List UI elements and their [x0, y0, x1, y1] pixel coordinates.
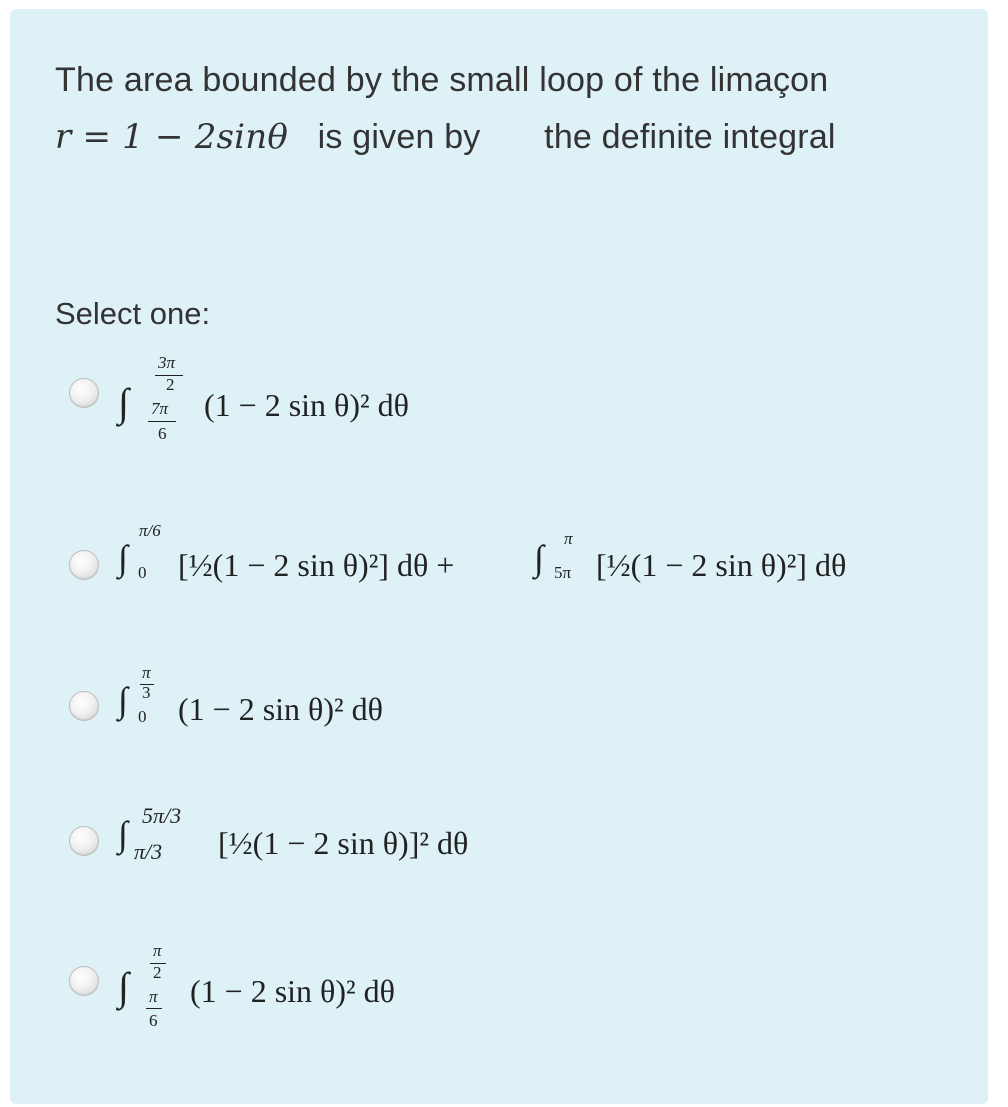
question-text-mid: is given by: [317, 118, 481, 156]
option-3-radio[interactable]: [69, 691, 99, 721]
question-card: [10, 9, 988, 1104]
question-text-end: the definite integral: [544, 118, 836, 156]
integral-sign: ∫: [118, 538, 128, 578]
option-4-formula[interactable]: [118, 799, 618, 879]
option-1-upper-num: 3π: [158, 353, 176, 372]
option-5-lower-den: 6: [149, 1011, 158, 1030]
option-2-radio[interactable]: [69, 550, 99, 580]
option-1-formula[interactable]: [118, 351, 518, 451]
option-1-lower-den: 6: [158, 424, 167, 443]
option-2-second-upper: π: [564, 529, 573, 548]
option-3-upper-num: π: [142, 663, 151, 682]
option-5-upper-num: π: [153, 941, 162, 960]
select-one-label: Select one:: [55, 296, 211, 331]
option-2-second-lower: 5π: [554, 563, 572, 582]
question-equation: r = 1 − 2sinθ: [55, 117, 289, 157]
option-2-second-body: [½(1 − 2 sin θ)²] dθ: [596, 547, 847, 583]
option-4-lower: π/3: [134, 839, 163, 864]
question-line-2: [55, 117, 836, 157]
option-4-body: [½(1 − 2 sin θ)]² dθ: [218, 825, 469, 861]
integral-sign: ∫: [534, 538, 544, 578]
option-2-first-upper: π/6: [139, 521, 161, 540]
option-1-lower-num: 7π: [151, 399, 169, 418]
integral-sign: ∫: [118, 964, 129, 1009]
option-5-formula[interactable]: [118, 941, 518, 1041]
option-3-formula[interactable]: [118, 663, 518, 743]
option-3-upper-den: 3: [142, 683, 151, 702]
option-3-lower: 0: [138, 707, 147, 726]
option-4-radio[interactable]: [69, 826, 99, 856]
option-1-radio[interactable]: [69, 378, 99, 408]
option-1-body: (1 − 2 sin θ)² dθ: [204, 387, 409, 423]
integral-sign: ∫: [118, 680, 128, 720]
option-2-first-lower: 0: [138, 563, 147, 582]
option-2-formula[interactable]: [118, 521, 958, 601]
option-5-upper-den: 2: [153, 963, 162, 982]
integral-sign: ∫: [118, 814, 128, 854]
option-5-lower-num: π: [149, 987, 158, 1006]
integral-sign: ∫: [118, 380, 129, 425]
question-line-1: The area bounded by the small loop of the limaçon: [55, 61, 829, 99]
option-5-radio[interactable]: [69, 966, 99, 996]
option-2-first-body: [½(1 − 2 sin θ)²] dθ +: [178, 547, 455, 583]
option-3-body: (1 − 2 sin θ)² dθ: [178, 691, 383, 727]
option-4-upper: 5π/3: [142, 803, 182, 828]
option-1-upper-den: 2: [166, 375, 175, 394]
option-5-body: (1 − 2 sin θ)² dθ: [190, 973, 395, 1009]
